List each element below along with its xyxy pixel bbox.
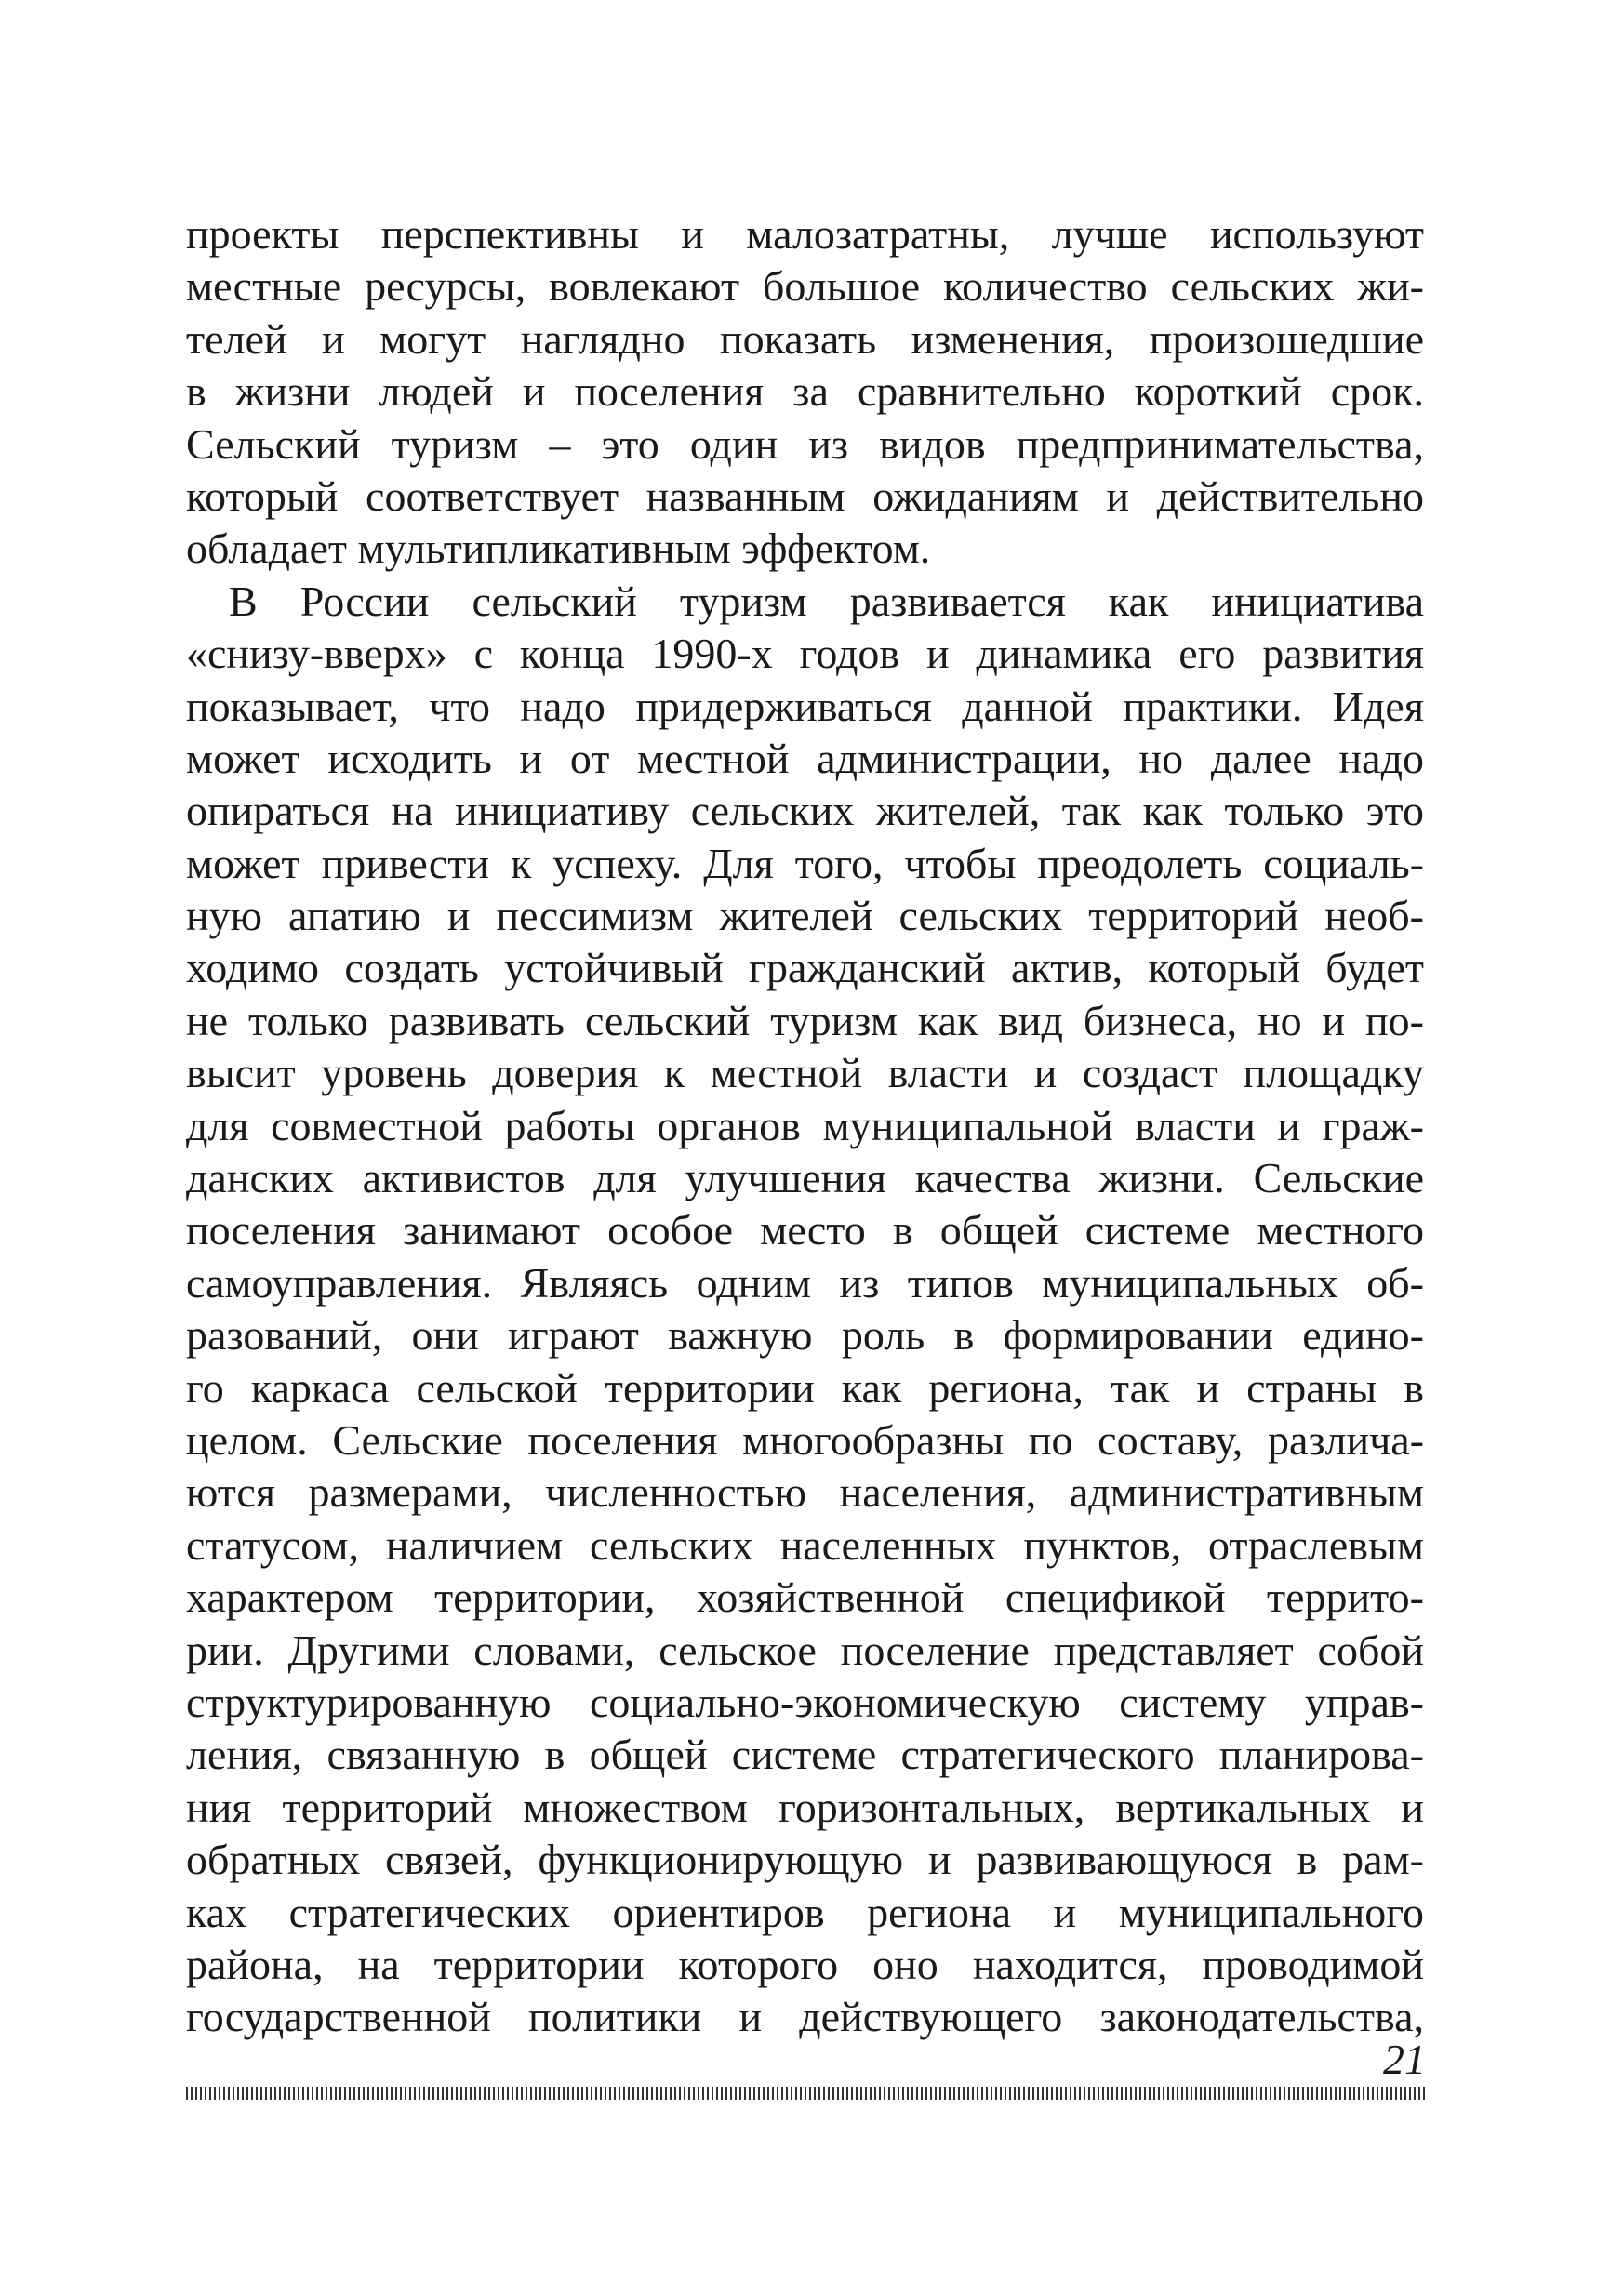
text-line: обратных связей, функционирующую и развивающуюся в рам- [186, 1836, 1424, 1884]
text-line: для совместной работы органов муниципальной власти и граж- [186, 1101, 1424, 1149]
text-line: показывает, что надо придерживаться данной практики. Идея [186, 682, 1424, 730]
text-line: ния территорий множеством горизонтальных, вертикальных и [186, 1783, 1424, 1831]
text-line: ления, связанную в общей системе стратегического планирова- [186, 1731, 1424, 1779]
text-line: ную апатию и пессимизм жителей сельских территорий необ- [186, 892, 1424, 940]
text-line: рии. Другими словами, сельское поселение представляет собой [186, 1626, 1424, 1674]
text-line: ках стратегических ориентиров региона и муниципального [186, 1888, 1424, 1936]
text-line: может исходить и от местной администрации, но далее надо [186, 734, 1424, 782]
text-line: проекты перспективны и малозатратны, лучше используют [186, 210, 1424, 258]
text-line: характером территории, хозяйственной спецификой террито- [186, 1573, 1424, 1622]
text-line: района, на территории которого оно находится, проводимой [186, 1940, 1424, 1988]
text-line: го каркаса сельской территории как региона, так и страны в [186, 1363, 1424, 1412]
text-line: статусом, наличием сельских населенных пунктов, отраслевым [186, 1520, 1424, 1569]
text-line: местные ресурсы, вовлекают большое количество сельских жи- [186, 262, 1424, 311]
body-text [186, 208, 1424, 2044]
text-line: поселения занимают особое место в общей системе местного [186, 1206, 1424, 1254]
text-line: ются размерами, численностью населения, административным [186, 1468, 1424, 1517]
text-line: самоуправления. Являясь одним из типов муниципальных об- [186, 1258, 1424, 1307]
text-line: Сельский туризм – это один из видов предпринимательства, [186, 419, 1424, 468]
text-line: данских активистов для улучшения качества жизни. Сельские [186, 1154, 1424, 1202]
text-line: ходимо создать устойчивый гражданский актив, который будет [186, 944, 1424, 992]
text-line: телей и могут наглядно показать изменения, произошедшие [186, 314, 1424, 363]
text-line: структурированную социально-экономическую систему управ- [186, 1678, 1424, 1726]
paragraph-2 [186, 576, 1424, 2044]
footer-rule [186, 2087, 1426, 2100]
paragraph-1 [186, 208, 1424, 576]
page-number: 21 [1383, 2036, 1426, 2083]
text-line: высит уровень доверия к местной власти и создаст площадку [186, 1049, 1424, 1097]
text-line: не только развивать сельский туризм как вид бизнеса, но и по- [186, 996, 1424, 1044]
text-line: целом. Сельские поселения многообразны по составу, различа- [186, 1415, 1424, 1464]
text-line: в жизни людей и поселения за сравнительно короткий срок. [186, 367, 1424, 416]
text-line: может привести к успеху. Для того, чтобы преодолеть социаль- [186, 839, 1424, 887]
text-line: опираться на инициативу сельских жителей, так как только это [186, 787, 1424, 835]
text-line: В России сельский туризм развивается как инициатива [229, 577, 1424, 625]
text-line: государственной политики и действующего законодательства, [186, 1993, 1424, 2041]
text-line: обладает мультипликативным эффектом. [186, 524, 931, 573]
text-line: разований, они играют важную роль в формировании едино- [186, 1311, 1424, 1360]
text-line: «снизу-вверх» с конца 1990-х годов и динамика его развития [186, 630, 1424, 678]
text-line: который соответствует названным ожиданиям и действительно [186, 471, 1424, 520]
